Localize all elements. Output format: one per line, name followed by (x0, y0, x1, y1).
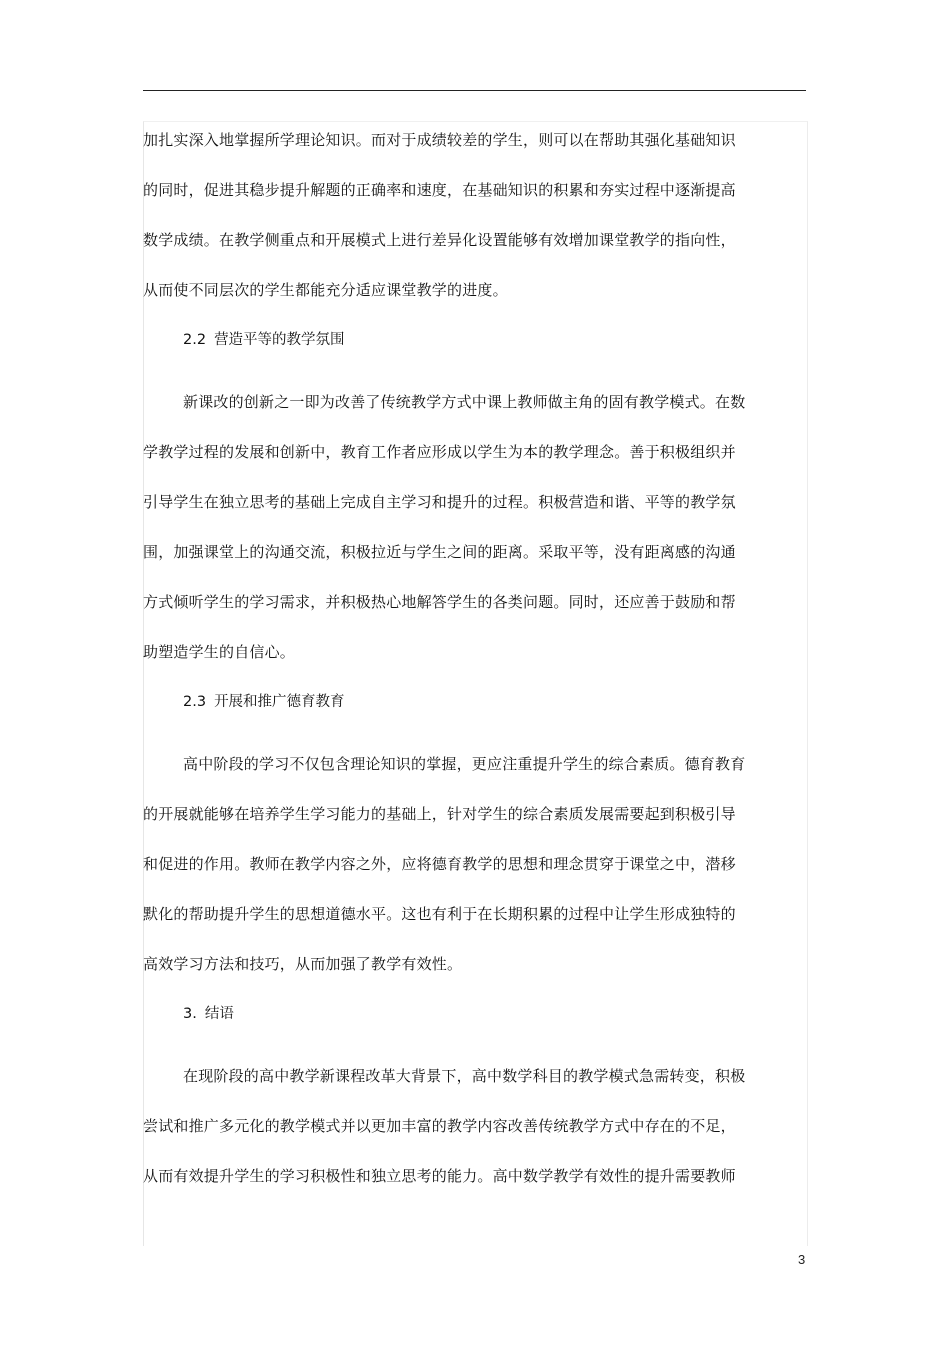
paragraph-line: 数学成绩。在教学侧重点和开展模式上进行差异化设置能够有效增加课堂教学的指向性， (143, 231, 736, 249)
section-heading-2-3 (143, 688, 743, 750)
body-text (143, 126, 746, 1212)
page-number: 3 (798, 1252, 806, 1267)
paragraph-line: 方式倾听学生的学习需求，并积极热心地解答学生的各类问题。同时，还应善于鼓励和帮 (143, 593, 736, 611)
paragraph-line: 从而使不同层次的学生都能充分适应课堂教学的进度。 (143, 281, 508, 299)
paragraph-line: 围，加强课堂上的沟通交流，积极拉近与学生之间的距离。采取平等，没有距离感的沟通 (143, 543, 736, 561)
header-rule (143, 90, 806, 91)
paragraph-line: 尝试和推广多元化的教学模式并以更加丰富的教学内容改善传统教学方式中存在的不足， (143, 1117, 736, 1135)
paragraph-line: 高中阶段的学习不仅包含理论知识的掌握，更应注重提升学生的综合素质。德育教育 (183, 755, 746, 773)
section-title: 结语 (204, 1006, 234, 1022)
paragraph-line: 新课改的创新之一即为改善了传统教学方式中课上教师做主角的固有教学模式。在数 (183, 393, 746, 411)
paragraph-line: 助塑造学生的自信心。 (143, 643, 296, 661)
section-number: 2.2 (183, 332, 207, 348)
paragraph-line: 学教学过程的发展和创新中，教育工作者应形成以学生为本的教学理念。善于积极组织并 (143, 443, 736, 461)
paragraph-line: 加扎实深入地掌握所学理论知识。而对于成绩较差的学生，则可以在帮助其强化基础知识 (143, 131, 736, 149)
paragraph-line: 高效学习方法和技巧，从而加强了教学有效性。 (143, 955, 463, 973)
section-number: 2.3 (183, 694, 207, 710)
paragraph-line: 和促进的作用。教师在教学内容之外，应将德育教学的思想和理念贯穿于课堂之中，潜移 (143, 855, 736, 873)
section-title: 开展和推广德育教育 (214, 694, 345, 710)
paragraph-line: 引导学生在独立思考的基础上完成自主学习和提升的过程。积极营造和谐、平等的教学氛 (143, 493, 736, 511)
section-number: 3. (183, 1006, 197, 1022)
paragraph-line: 的同时，促进其稳步提升解题的正确率和速度，在基础知识的积累和夯实过程中逐渐提高 (143, 181, 736, 199)
section-heading-3 (143, 1000, 743, 1062)
paragraph-line: 从而有效提升学生的学习积极性和独立思考的能力。高中数学教学有效性的提升需要教师 (143, 1167, 736, 1185)
section-heading-2-2 (143, 326, 743, 388)
paragraph-line: 的开展就能够在培养学生学习能力的基础上，针对学生的综合素质发展需要起到积极引导 (143, 805, 736, 823)
paragraph-line: 在现阶段的高中教学新课程改革大背景下，高中数学科目的教学模式急需转变，积极 (183, 1067, 746, 1085)
paragraph-line: 默化的帮助提升学生的思想道德水平。这也有利于在长期积累的过程中让学生形成独特的 (143, 905, 736, 923)
section-title: 营造平等的教学氛围 (214, 332, 345, 348)
